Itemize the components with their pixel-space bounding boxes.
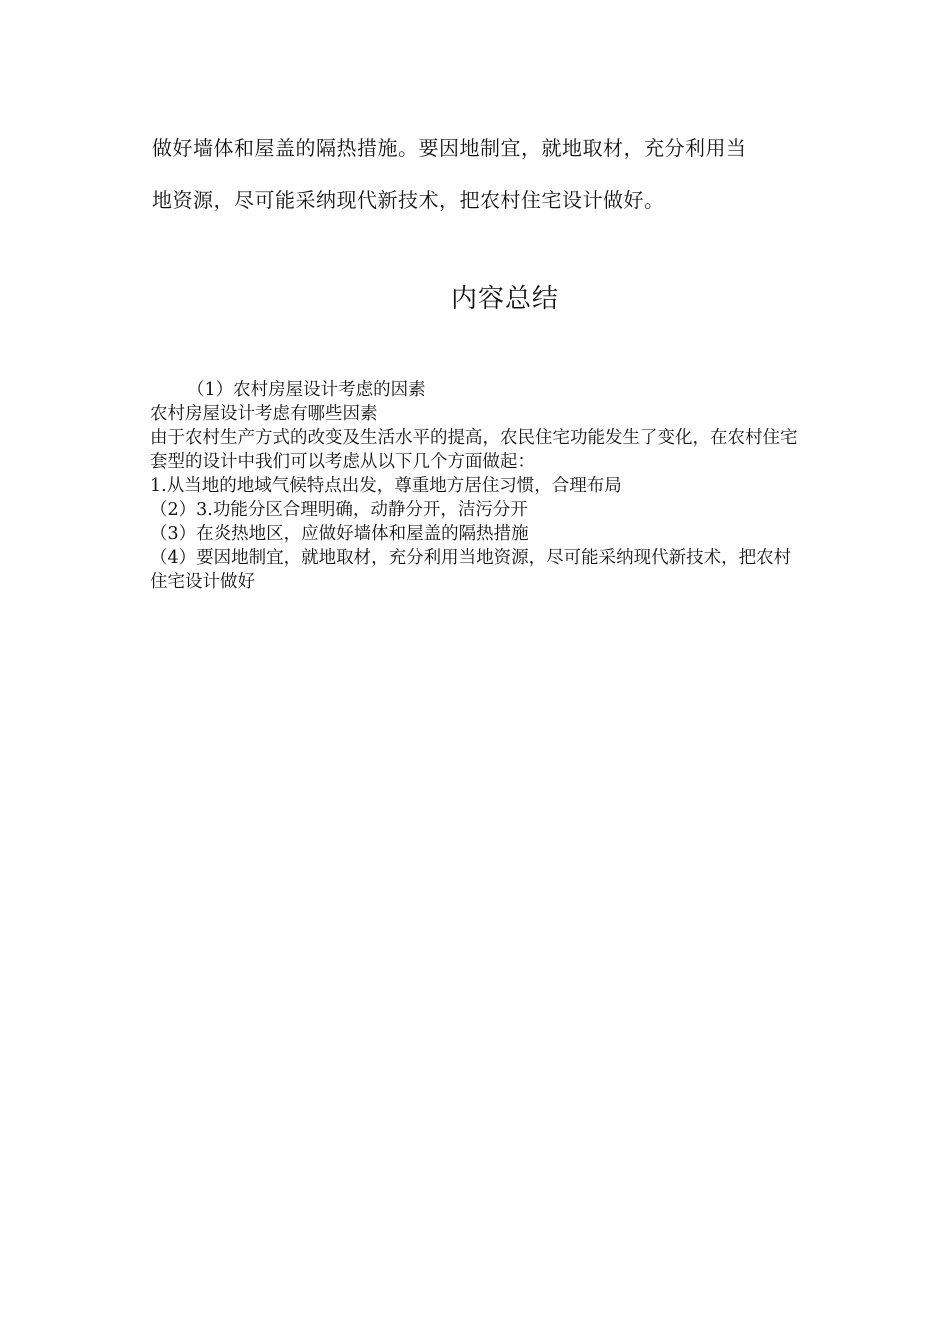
summary-item-subheading: 农村房屋设计考虑有哪些因素: [150, 404, 378, 424]
summary-item-point-3: （3）在炎热地区，应做好墙体和屋盖的隔热措施: [150, 524, 529, 544]
intro-line-2: 地资源，尽可能采纳现代新技术，把农村住宅设计做好。: [152, 188, 665, 212]
summary-item-point-4: （4）要因地制宜，就地取材，充分利用当地资源，尽可能采纳现代新技术，把农村住宅设计做好: [150, 548, 792, 592]
intro-line-1: 做好墙体和屋盖的隔热措施。要因地制宜，就地取材，充分利用当: [152, 136, 747, 160]
summary-body: [150, 378, 800, 594]
summary-title: 内容总结: [450, 284, 559, 314]
intro-paragraph: [152, 122, 812, 226]
summary-item-point-1: 1.从当地的地域气候特点出发，尊重地方居住习惯，合理布局: [150, 476, 622, 496]
summary-item-intro: 由于农村生产方式的改变及生活水平的提高，农民住宅功能发生了变化，在农村住宅套型的设计中我们可以考虑从以下几个方面做起：: [150, 428, 798, 472]
summary-item-heading: （1）农村房屋设计考虑的因素: [187, 380, 426, 400]
summary-item-point-2: （2）3.功能分区合理明确，动静分开，洁污分开: [150, 500, 528, 520]
